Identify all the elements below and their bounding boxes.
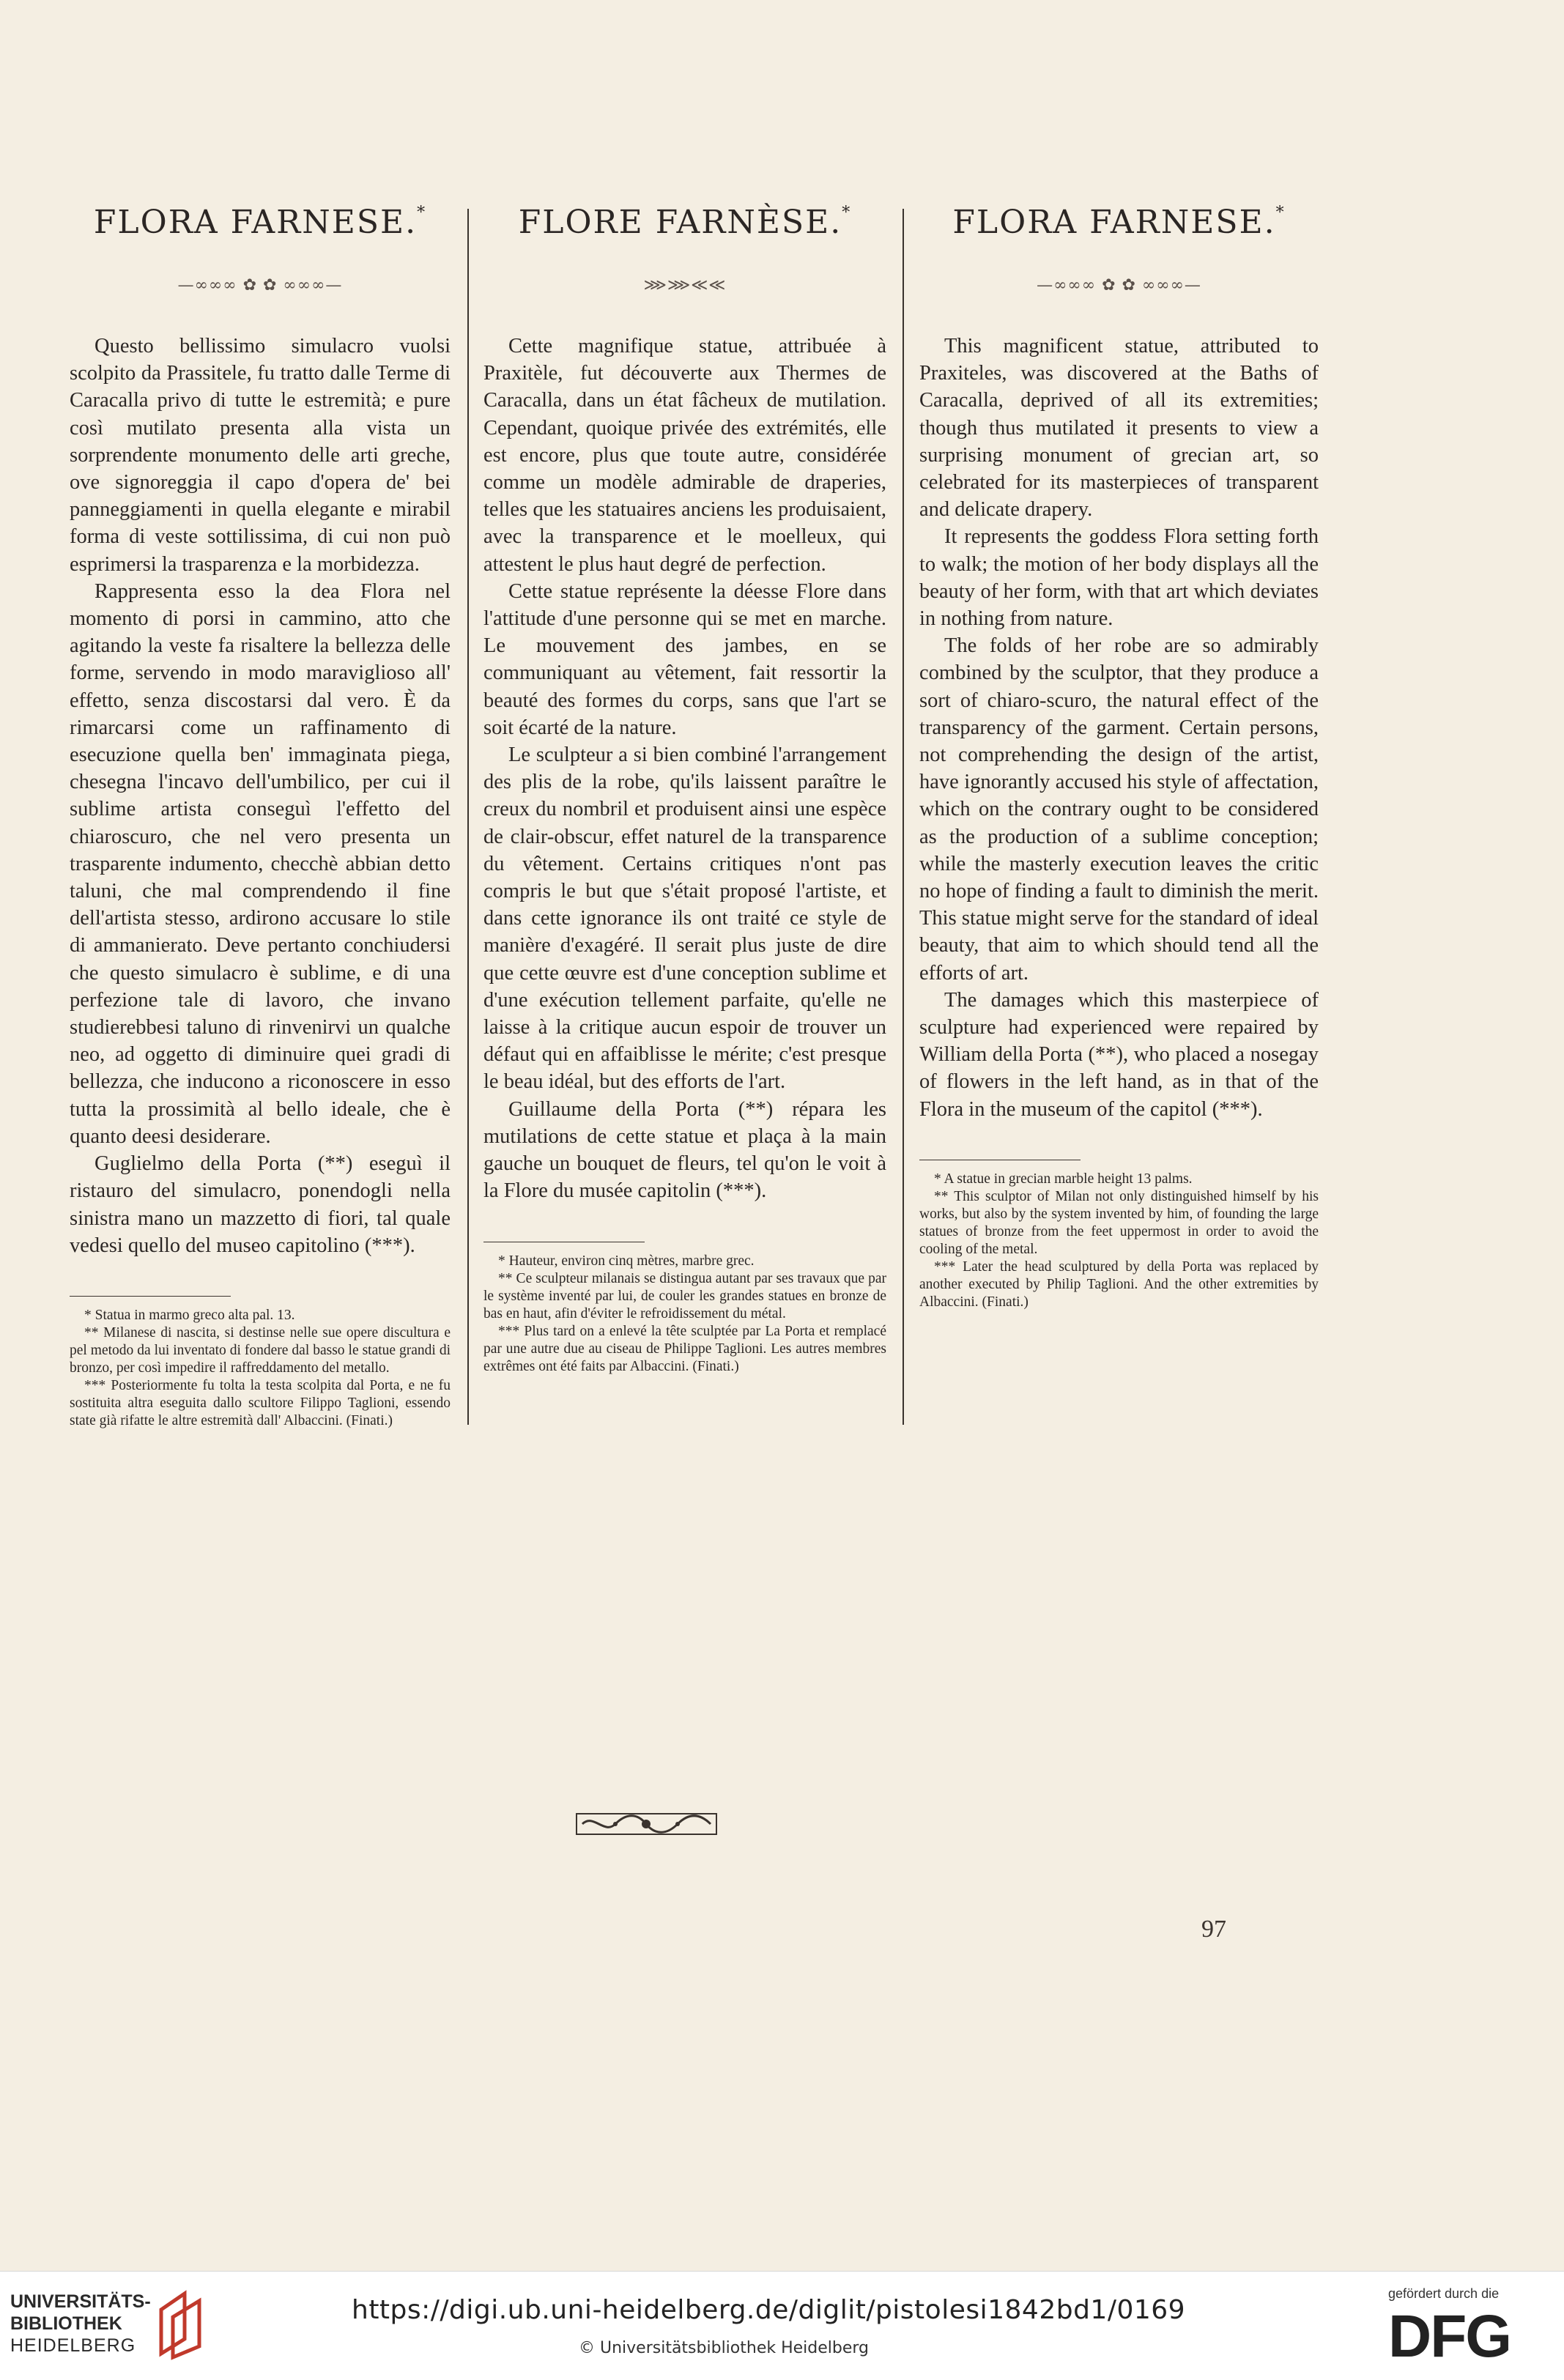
library-logo-text[interactable]: UNIVERSITÄTS- BIBLIOTHEK HEIDELBERG — [10, 2291, 151, 2356]
footnote: * Hauteur, environ cinq mètres, marbre grec. — [498, 1253, 755, 1269]
french-body — [483, 333, 886, 1205]
paragraph: Le sculpteur a si bien combiné l'arrangement des plis de la robe, qu'ils laissent paraître le creux du nombril et produisent ainsi une espèce de clair-obscur, effet naturel de la transparence du vêtement. Certains critiques n'ont pas compris le but que s'était proposé l'artiste, et dans cette ignorance ils ont traité ce style de manière d'exagéré. Il serait plus juste de dire que cette œuvre est d'une conception sublime et d'une exécution tellement parfaite, qu'elle ne laisse à la critique aucun espoir de trouver un défaut qui en affaiblisse le mérite; c'est presque le beau idéal, but des efforts de l'art. — [483, 744, 886, 1094]
english-footnotes — [919, 1171, 1319, 1311]
paragraph: Rappresenta esso la dea Flora nel momento di porsi in cammino, atto che agitando la veste fa risaltere la bellezza delle forme, servendo in modo maraviglioso all' effetto, senza discostarsi dal vero. È da rimarcarsi come un raffinamento di esecuzione quella ben' immaginata piega, chesegna l'incavo dell'umbilico, per cui il sublime artista conseguì l'effetto del chiaroscuro, che nel vero presenta un trasparente indumento, checchè abbian detto taluni, che mal comprendendo il fine dell'artista stesso, ardirono accusare lo stile di ammanierato. Deve pertanto conchiudersi che questo simulacro è sublime, e di una perfezione tale di lavoro, che invano studierebbesi taluno di rinvenirvi un qualche neo, ad oggetto di diminuire quei gradi di bellezza, che inducono a riconoscere in esso tutta la prossimità al bello ideale, che è quanto deesi desiderare. — [70, 579, 451, 1148]
english-column — [919, 198, 1319, 1311]
paragraph: Cette statue représente la déesse Flore dans l'attitude d'une personne qui se met en marche. Le mouvement des jambes, en se communiquant au vêtement, fait ressortir la beauté des formes du corps, sans que l'art se soit écarté de la nature. — [483, 579, 886, 739]
permalink-url[interactable]: https://digi.ub.uni-heidelberg.de/diglit/pistolesi1842bd1/0169 — [352, 2295, 1186, 2325]
footnote: ** This sculptor of Milan not only distinguished himself by his works, but also by the system invented by him, of founding the large statues of bronze from the feet uppermost in order to avoid the cooling of the metal. — [919, 1188, 1319, 1257]
column-divider — [467, 209, 469, 1425]
paragraph: It represents the goddess Flora setting forth to walk; the motion of her body displays all the beauty of her form, with that art which deviates in nothing from nature. — [919, 525, 1319, 631]
italian-footnotes — [70, 1307, 451, 1430]
footnote: *** Posteriormente fu tolta la testa scolpita dal Porta, e ne fu sostituita altra eseguita dallo scultore Filippo Taglioni, essendo state già rifatte le altre estremità dall' Albaccini. (Finati.) — [70, 1377, 451, 1428]
footnote: * A statue in grecian marble height 13 palms. — [934, 1171, 1193, 1187]
italian-body — [70, 333, 451, 1259]
footnote: * Statua in marmo greco alta pal. 13. — [84, 1307, 295, 1323]
ornament-divider: ⋙⋙≪≪ — [643, 276, 727, 294]
library-logo-icon[interactable] — [155, 2288, 207, 2361]
footnote: *** Later the head sculptured by della Porta was replaced by another executed by Philip Taglioni. And the other extremities by Albaccini. (Finati.) — [919, 1258, 1319, 1310]
dfg-logo[interactable]: DFG — [1388, 2303, 1511, 2370]
italian-title: FLORA FARNESE.* — [93, 204, 427, 241]
footnote-rule — [70, 1296, 231, 1297]
french-column — [483, 198, 886, 1376]
copyright-notice: © Universitätsbibliothek Heidelberg — [579, 2339, 870, 2357]
french-footnotes — [483, 1253, 886, 1376]
page-number: 97 — [1201, 1916, 1226, 1943]
footnote: ** Ce sculpteur milanais se distingua autant par ses travaux que par le système inventé par lui, de couler les grandes statues en bronze de bas en haut, afin d'éviter le refroidissement du métal. — [483, 1270, 886, 1321]
footnote: *** Plus tard on a enlevé la tête sculptée par La Porta et remplacé par une autre due au ciseau de Philippe Taglioni. Les autres membres extrêmes ont été faits par Albaccini. (Finati.) — [483, 1323, 886, 1374]
paragraph: Guillaume della Porta (**) répara les mutilations de cette statue et plaça à la main gauche un bouquet de fleurs, tel qu'on le voit à la Flore du musée capitolin (***). — [483, 1097, 886, 1203]
footnote: ** Milanese di nascita, si destinse nelle sue opere discultura e pel metodo da lui inventato di fondere dal basso le statue grandi di bronzo, per così impedire il raffreddamento del metallo. — [70, 1324, 451, 1376]
ornament-divider: —∞∞∞ ✿ ✿ ∞∞∞— — [177, 276, 343, 294]
paragraph: Questo bellissimo simulacro vuolsi scolpito da Prassitele, fu tratto dalle Terme di Caracalla privo di tutte le estremità; e pure così mutilato presenta alla vista un sorprendente monumento delle arti greche, ove signoreggia il capo d'opera de' bei panneggiamenti in quella elegante e mirabil forma di veste sottilissima, di cui non può esprimersi la trasparenza e la morbidezza. — [70, 335, 451, 576]
ornament-divider: —∞∞∞ ✿ ✿ ∞∞∞— — [1037, 276, 1201, 294]
decorative-vignette-icon — [575, 1809, 718, 1839]
italian-column — [70, 198, 451, 1430]
paragraph: Cette magnifique statue, attribuée à Praxitèle, fut découverte aux Thermes de Caracalla, dans un état fâcheux de mutilation. Cependant, quoique privée des extrémités, elle est encore, plus que toute autre, considérée comme un modèle admirable de draperies, telles que les statuaires anciens les produisaient, avec la transparence et le moelleux, qui attestent le plus haut degré de perfection. — [483, 335, 886, 576]
english-title: FLORA FARNESE.* — [952, 204, 1286, 241]
paragraph: This magnificent statue, attributed to Praxiteles, was discovered at the Baths of Caracalla, deprived of all its extremities; though thus mutilated it presents to view a surprising monument of grecian art, so celebrated for its masterpieces of transparent and delicate drapery. — [919, 335, 1319, 522]
paragraph: The folds of her robe are so admirably combined by the sculptor, that they produce a sort of chiaro-scuro, the natural effect of the transparency of the garment. Certain persons, not comprehending the design of the artist, have ignorantly accused his style of affectation, which on the contrary ought to be considered as the production of a sublime conception; while the masterly execution leaves the critic no hope of finding a fault to diminish the merit. This statue might serve for the standard of ideal beauty, that aim to which should tend all the efforts of art. — [919, 634, 1319, 985]
paragraph: The damages which this masterpiece of sculpture had experienced were repaired by William della Porta (**), who placed a nosegay of flowers in the left hand, as in that of the Flora in the museum of the capitol (***). — [919, 988, 1319, 1121]
funder-label: gefördert durch die — [1388, 2286, 1500, 2301]
french-title: FLORE FARNÈSE.* — [518, 204, 852, 241]
paragraph: Guglielmo della Porta (**) eseguì il ristauro del simulacro, ponendogli nella sinistra mano un mazzetto di fiori, tal quale vedesi quello del museo capitolino (***). — [70, 1152, 451, 1257]
column-divider — [903, 209, 904, 1425]
english-body — [919, 333, 1319, 1123]
viewer-footer — [0, 2271, 1564, 2380]
